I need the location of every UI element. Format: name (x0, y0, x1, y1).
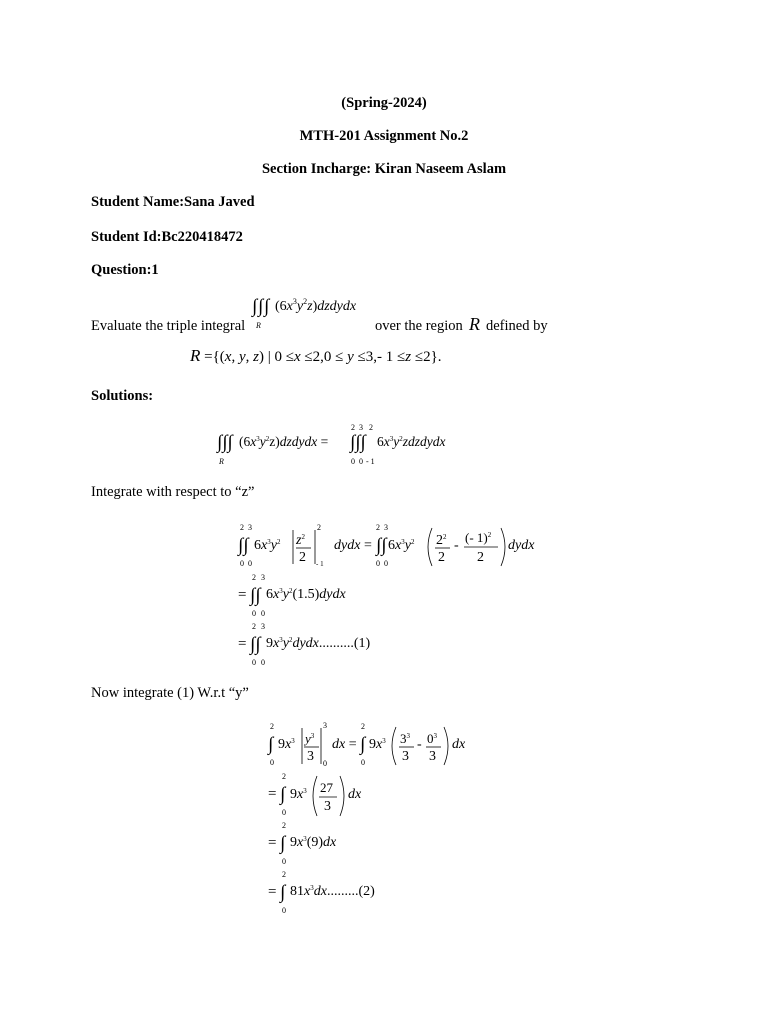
svg-text:27: 27 (320, 780, 333, 795)
svg-text:2: 2 (299, 550, 306, 565)
svg-text:=: = (238, 587, 247, 603)
region-definition (186, 342, 476, 370)
svg-text:∫: ∫ (360, 734, 366, 755)
svg-text:(6x3y2z)dzdydx: $(6x^3y^2z)dzdydx$ (275, 297, 357, 314)
svg-text:dx: dx (348, 787, 362, 802)
svg-text:2: 2 (270, 722, 274, 731)
student-name: Student Name:Sana Javed (91, 194, 255, 210)
svg-text:0: 0 (248, 559, 252, 568)
solution-eq3d (266, 869, 426, 915)
svg-text:0: 0 (323, 759, 327, 768)
solution-eq3b (266, 770, 376, 818)
svg-text:2: 2 (369, 423, 373, 432)
svg-text:∫: ∫ (280, 833, 286, 854)
svg-text:2: 2 (351, 423, 355, 432)
svg-text:∫∫: ∫∫ (250, 634, 261, 655)
svg-text:(- 1)2: (- 1)$^2$ (465, 530, 492, 545)
svg-text:3: 3 (384, 523, 388, 532)
incharge-heading: Section Incharge: Kiran Naseem Aslam (261, 161, 507, 177)
svg-text:03: $0^3$ (427, 731, 437, 746)
svg-text:3: 3 (307, 749, 314, 764)
svg-text:6x3y2(1.5)dydx: $6x^3y^2(1.5)dydx$ (266, 587, 346, 602)
svg-text:3: 3 (248, 523, 252, 532)
solution-eq2c (236, 621, 416, 667)
svg-text:33: $3^3$ (400, 731, 410, 746)
svg-text:dx: dx (452, 737, 466, 752)
question-text-before: Evaluate the triple integral (91, 318, 246, 334)
svg-text:0: 0 (261, 609, 265, 618)
solution-eq2b (236, 572, 396, 618)
svg-text:∫∫∫: ∫∫∫ (217, 432, 233, 453)
svg-text:0: 0 (252, 609, 256, 618)
step-integrate-y: Now integrate (1) W.r.t “y” (91, 685, 249, 701)
svg-text:0: 0 (282, 906, 286, 915)
svg-text:2: 2 (376, 523, 380, 532)
svg-text:0: 0 (361, 758, 365, 767)
svg-text:∫: ∫ (268, 734, 274, 755)
svg-text:=: = (238, 636, 247, 652)
svg-text:3: 3 (359, 423, 363, 432)
svg-text:3: 3 (402, 749, 409, 764)
svg-text:=: = (268, 835, 277, 851)
student-id: Student Id:Bc220418472 (91, 229, 243, 245)
svg-text:dydx =: dydx = (334, 538, 372, 553)
svg-text:- 1: - 1 (316, 560, 324, 568)
svg-text:2: 2 (282, 870, 286, 879)
svg-text:22: $2^2$ (436, 533, 447, 548)
svg-text:0: 0 (384, 559, 388, 568)
assignment-heading: MTH-201 Assignment No.2 (299, 128, 469, 144)
svg-text:-: - (454, 538, 459, 553)
svg-text:R ={(x, y, z) | 0 ≤x ≤2,0 ≤ y: R ={(x, y, z) | 0 ≤x ≤2,0 ≤ y ≤3,- 1 ≤z ≤2}. (190, 346, 442, 365)
svg-text:0: 0 (359, 457, 363, 466)
svg-text:0: 0 (240, 559, 244, 568)
svg-text:81x3dx.........(2): $81x^3dx.........(2)$ (290, 884, 375, 899)
svg-text:R: R (256, 321, 261, 330)
svg-text:2: 2 (282, 772, 286, 781)
solutions-label: Solutions: (91, 388, 154, 404)
svg-text:-: - (417, 737, 422, 752)
svg-text:0: 0 (282, 857, 286, 866)
region-symbol: R (469, 314, 480, 334)
svg-text:9x3y2dydx..........(1): $9x^3y^2dydx..........(1)$ (266, 636, 371, 651)
svg-text:6x3y2: $6x^3y^2$ (388, 538, 415, 553)
svg-text:∫∫∫: ∫∫∫ (350, 432, 366, 453)
question-text-end: defined by (486, 318, 548, 334)
svg-text:∫: ∫ (280, 882, 286, 903)
svg-text:∫: ∫ (252, 296, 258, 317)
question-integral (250, 292, 380, 332)
svg-text:∫: ∫ (280, 784, 286, 805)
solution-eq2a (236, 516, 556, 572)
svg-text:6x3y2: $6x^3y^2$ (254, 538, 281, 553)
svg-text:0: 0 (270, 758, 274, 767)
svg-text:0: 0 (252, 658, 256, 667)
term-heading: (Spring-2024) (341, 95, 427, 111)
svg-text:=: = (268, 786, 277, 802)
svg-text:∫: ∫ (264, 296, 270, 317)
svg-text:R: R (219, 457, 224, 466)
solution-eq3c (266, 820, 376, 866)
svg-text:- 1: - 1 (366, 457, 375, 466)
svg-text:0: 0 (261, 658, 265, 667)
svg-text:2: 2 (361, 722, 365, 731)
svg-text:3: 3 (429, 749, 436, 764)
svg-text:0: 0 (351, 457, 355, 466)
svg-text:∫∫: ∫∫ (238, 535, 249, 556)
question-text-after: over the region (375, 318, 463, 334)
svg-text:0: 0 (376, 559, 380, 568)
svg-text:3: 3 (324, 799, 331, 814)
svg-text:2: 2 (252, 622, 256, 631)
step-integrate-z: Integrate with respect to “z” (91, 484, 255, 500)
svg-text:3: 3 (261, 622, 265, 631)
svg-text:∫: ∫ (258, 296, 264, 317)
svg-text:(6x3y2z)dzdydx =: $(6x^3y^2z)dzdydx$ = (239, 434, 329, 449)
svg-text:z2: $z^2$ (296, 533, 305, 548)
svg-text:2: 2 (317, 523, 321, 532)
svg-text:2: 2 (282, 821, 286, 830)
solution-eq1 (215, 418, 475, 470)
svg-text:y3: $y^3$ (305, 731, 315, 746)
svg-text:6x3y2zdzdydx: $6x^3y^2zdzdydx$ (377, 434, 446, 449)
svg-text:9x3: $9x^3$ (369, 737, 386, 752)
svg-text:9x3: $9x^3$ (278, 737, 295, 752)
svg-text:3: 3 (323, 721, 327, 730)
svg-text:2: 2 (240, 523, 244, 532)
svg-text:2: 2 (252, 573, 256, 582)
svg-text:=: = (268, 884, 277, 900)
svg-text:9x3: $9x^3$ (290, 787, 307, 802)
svg-text:dydx: dydx (508, 538, 535, 553)
svg-text:dx =: dx = (332, 737, 357, 752)
question-label: Question:1 (91, 262, 159, 278)
svg-text:3: 3 (261, 573, 265, 582)
svg-text:2: 2 (477, 550, 484, 565)
svg-text:2: 2 (438, 550, 445, 565)
svg-text:∫∫: ∫∫ (250, 585, 261, 606)
solution-eq3a (266, 718, 476, 770)
svg-text:9x3(9)dx: $9x^3(9)dx$ (290, 835, 337, 850)
svg-text:∫∫: ∫∫ (376, 535, 387, 556)
svg-text:0: 0 (282, 808, 286, 817)
